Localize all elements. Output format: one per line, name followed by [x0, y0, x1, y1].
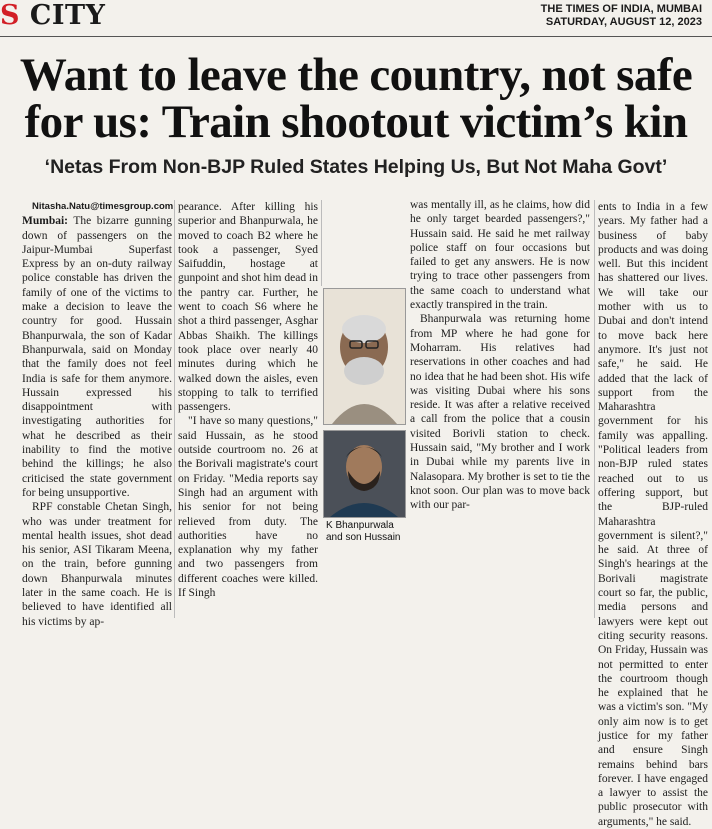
paragraph: "I have so many questions," said Hussain, as he stood outside courtroom no. 26 at the Borivali magistrate's court on Friday. "Media reports say Singh had an argument with his senior for not being relieved from duty. The authorities have no explanation why my father and two passengers from different coaches were killed. If Singh: [178, 415, 318, 600]
byline: Nitasha.Natu@timesgroup.com: [32, 201, 174, 212]
subhead: ‘Netas From Non-BJP Ruled States Helping Us, But Not Maha Govt’: [44, 156, 668, 178]
portrait-elderly-man-icon: [324, 289, 405, 424]
paper-name: THE TIMES OF INDIA, MUMBAI: [540, 3, 702, 15]
paper-date: SATURDAY, AUGUST 12, 2023: [545, 16, 702, 28]
headline: Want to leave the country, not safe for us: Train shootout victim’s kin: [19, 49, 693, 148]
column-rule: [174, 200, 175, 618]
section-name: CITY: [29, 0, 106, 31]
photo-kadar-bhanpurwala: [323, 288, 406, 425]
portrait-young-man-icon: [324, 431, 405, 517]
photo-hussain-bhanpurwala: [323, 430, 406, 518]
paragraph: Bhanpurwala was returning home from MP where he had gone for Moharram. His relatives had reservations in other coaches and had no idea that he had been shot. His wife was visiting Dubai where his sons reside. It was after a relative received a call from the police that a cousin visited Borivli station to check. Hussain said, "My brother and I work in Dubai while my parents live in Nalasopara. My brother is set to tie the knot soon. Our plan was to move back with our par-: [410, 313, 590, 512]
photo-caption: K Bhanpurwala and son Hussain: [326, 520, 401, 543]
article-column-4: [598, 200, 708, 829]
article-column-2: [178, 200, 318, 600]
section-label: [0, 1, 105, 31]
paper-info: [541, 3, 702, 29]
paragraph: RPF constable Chetan Singh, who was under treatment for mental health issues, shot dead his senior, ASI Tikaram Meena, on the train, before gunning down Bhanpurwala minutes later in the same coach. He is believed to have identified all his victims by ap-: [22, 501, 172, 628]
paragraph: ents to India in a few years. My father had a business of baby products and was doing well. But this incident has shattered our lives. We will take our mother with us to Dubai and don't intend to move back here anymore. It's just not safe," he said. He added that the lack of support from the Maharashtra government for his family was appalling. "Political leaders from non-BJP ruled states reached out to us offering support, but the BJP-ruled Maharashtra government is silent?," he said. At three of Singh's hearings at the Borivali magistrate court so far, the public, media persons and lawyers were kept out citing security reasons. On Friday, Hussain was not permitted to enter the courtroom though he explained that he was a victim's son. "My only aim now is to get justice for my father and ensure Singh remains behind bars forever. I have engaged a lawyer to assist the public prosecutor with arguments," he said.: [598, 201, 708, 828]
masthead: [0, 0, 712, 37]
paragraph: was mentally ill, as he claims, how did he only target bearded passengers?," Hussain said. He said he met railway police staff on four occasions but failed to get any answers. He is now trying to trace other passengers from the same coach to understand what exactly transpired in the train.: [410, 199, 590, 312]
article-column-1: [22, 200, 172, 629]
article-column-3: [410, 198, 590, 513]
dateline: Mumbai:: [22, 215, 68, 228]
column-rule: [321, 200, 322, 286]
paragraph: pearance. After killing his superior and Bhanpurwala, he moved to coach B2 where he took a passenger, Syed Saifuddin, hostage at gunpoint and shot him dead in the pantry car. Further, he went to coach S6 where he shot a third passenger, Asghar Abbas Shaikh. The killings took place over nearly 40 minutes during which he walked down the aisles, even stopping to talk to terrified passengers.: [178, 201, 318, 414]
section-prefix: S: [0, 0, 20, 31]
lead-paragraph: [22, 214, 172, 500]
lead-text: The bizarre gunning down of passengers on the Jaipur-Mumbai Superfast Express by an on-duty railway police constable has driven the family of one of the victims to make a decision to leave the country for good. Hussain Bhanpurwala, the son of Kadar Bhanpurwala, said on Monday that the family does not feel India is safe for them anymore. Hussain expressed his disappointment with investigating authorities for what he described as their inability to find the motive behind the killings; he also criticised the state government for being unsupportive.: [22, 215, 172, 499]
column-rule: [594, 200, 595, 618]
